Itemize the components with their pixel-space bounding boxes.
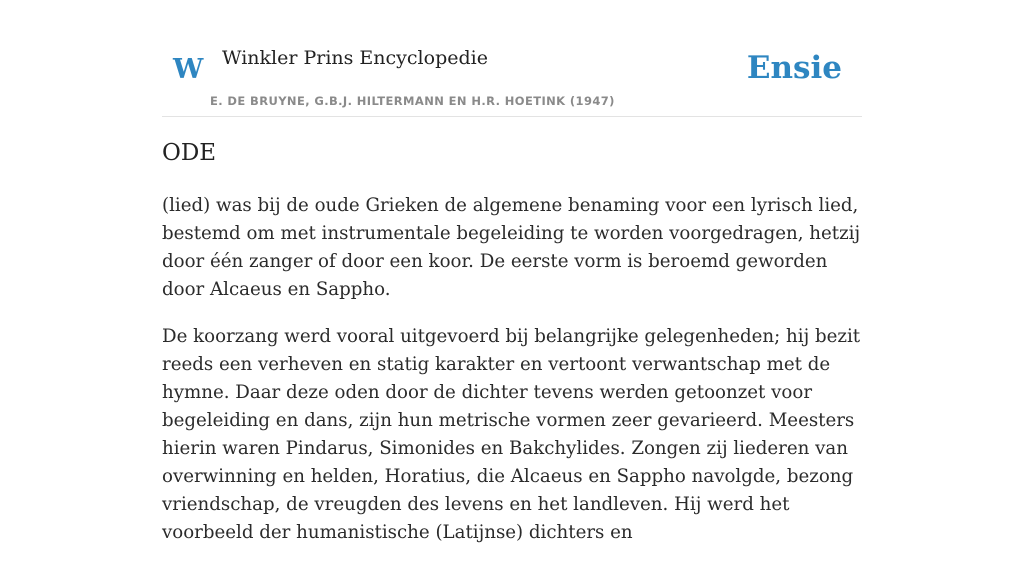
book-logo[interactable]: W (173, 54, 204, 85)
entry-paragraph-2: De koorzang werd vooral uitgevoerd bij belangrijke gelegenheden; hij bezit reeds een verheven en statig karakter en vertoont verwantschap met de hymne. Daar deze oden door de dichter tevens werden getoonzet voor begeleiding en dans, zijn hun metrische vormen zeer gevarieerd. Meesters hierin waren Pindarus, Simonides en Bakchylides. Zongen zij liederen van overwinning en helden, Horatius, die Alcaeus en Sappho navolgde, bezong vriendschap, de vreugden des levens en het landleven. Hij werd het voorbeeld der humanistische (Latijnse) dichters en (162, 326, 861, 543)
entry-content (162, 192, 862, 566)
entry-title: ODE (162, 140, 217, 166)
header (162, 40, 862, 117)
brand-logo[interactable]: Ensie (746, 50, 842, 86)
book-authors: E. DE BRUYNE, G.B.J. HILTERMANN EN H.R. HOETINK (1947) (210, 94, 615, 108)
book-title[interactable]: Winkler Prins Encyclopedie (222, 47, 488, 69)
entry-paragraph-1: (lied) was bij de oude Grieken de algemene benaming voor een lyrisch lied, bestemd om met instrumentale begeleiding te worden voorgedragen, hetzij door één zanger of door een koor. De eerste vorm is beroemd geworden door Alcaeus en Sappho. (162, 195, 861, 300)
page (162, 0, 862, 543)
